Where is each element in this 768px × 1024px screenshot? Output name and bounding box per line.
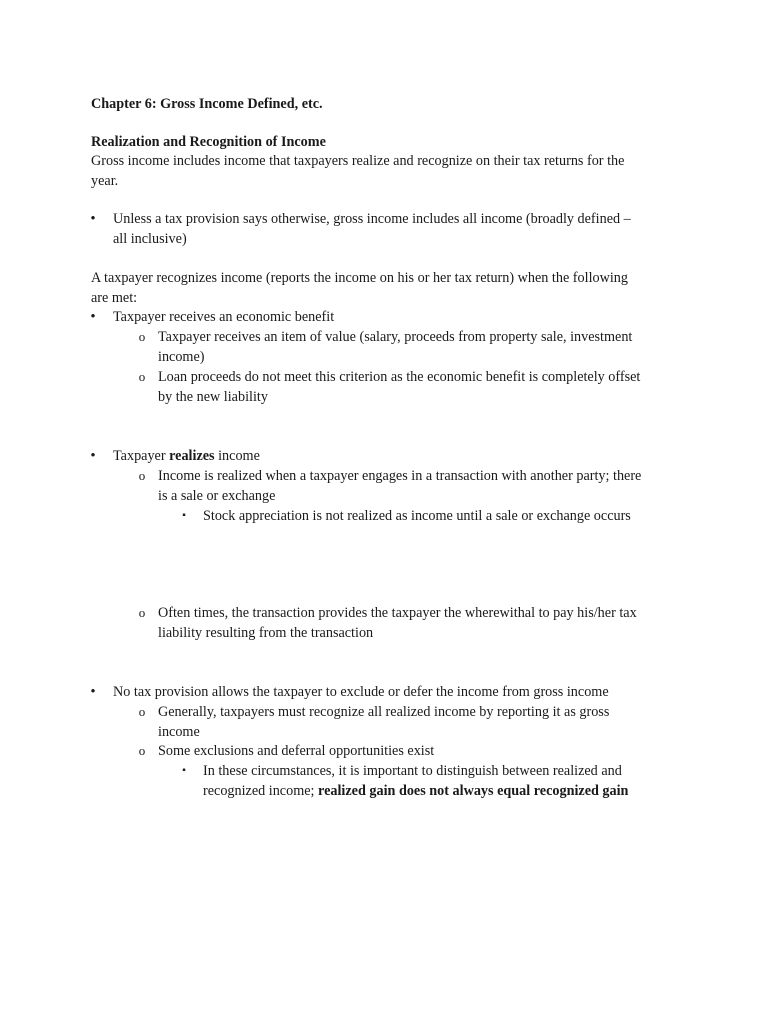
realizes-bold: realizes xyxy=(169,448,215,464)
sub-bullet-marker: o xyxy=(138,468,146,483)
section-heading: Realization and Recognition of Income xyxy=(91,134,326,150)
no-provision-sub2-sub-line-1: In these circumstances, it is important to distinguish between realized and xyxy=(203,763,622,779)
realizes-suffix: income xyxy=(214,448,260,464)
realizes-text xyxy=(113,446,260,466)
realizes-sub2-line-2: liability resulting from the transaction xyxy=(158,625,374,641)
bullet-marker: • xyxy=(90,309,96,325)
sub-sub-bullet-marker: ▪ xyxy=(182,765,186,776)
para2-line-2: are met: xyxy=(91,290,138,306)
bullet1-line-1: Unless a tax provision says otherwise, gross income includes all income (broadly defined – xyxy=(113,211,631,227)
sub-bullet-marker: o xyxy=(138,605,146,620)
realizes-sub1-line-1: Income is realized when a taxpayer engages in a transaction with another party; there xyxy=(158,468,642,484)
para2-line-1: A taxpayer recognizes income (reports the income on his or her tax return) when the following xyxy=(91,270,628,286)
bullet-marker: • xyxy=(90,684,96,700)
sub-bullet-marker: o xyxy=(138,369,146,384)
realizes-sub2-line-1: Often times, the transaction provides the taxpayer the wherewithal to pay his/her tax xyxy=(158,605,637,621)
intro-line-1: Gross income includes income that taxpayers realize and recognize on their tax returns for the xyxy=(91,153,625,169)
realizes-prefix: Taxpayer xyxy=(113,448,170,464)
realized-gain-emphasis: realized gain does not always equal recognized gain xyxy=(318,783,629,799)
bullet1-line-2: all inclusive) xyxy=(113,231,187,247)
no-provision-sub2-sub-line-2 xyxy=(203,781,628,801)
sub-sub-bullet-marker: ▪ xyxy=(182,510,186,521)
sub-bullet-marker: o xyxy=(138,743,146,758)
no-provision-text: No tax provision allows the taxpayer to exclude or defer the income from gross income xyxy=(113,684,609,700)
intro-line-2: year. xyxy=(91,173,119,189)
no-provision-sub1-line-1: Generally, taxpayers must recognize all realized income by reporting it as gross xyxy=(158,704,610,720)
economic-benefit-sub2-line-1: Loan proceeds do not meet this criterion as the economic benefit is completely offset xyxy=(158,369,641,385)
bullet-marker: • xyxy=(90,448,96,464)
economic-benefit-text: Taxpayer receives an economic benefit xyxy=(113,309,335,325)
chapter-title: Chapter 6: Gross Income Defined, etc. xyxy=(91,96,323,112)
recognized-income-prefix: recognized income; xyxy=(203,783,319,799)
economic-benefit-sub2-line-2: by the new liability xyxy=(158,389,268,405)
sub-bullet-marker: o xyxy=(138,704,146,719)
economic-benefit-sub1-line-2: income) xyxy=(158,349,205,365)
realizes-sub1-sub: Stock appreciation is not realized as income until a sale or exchange occurs xyxy=(203,508,631,524)
realizes-sub1-line-2: is a sale or exchange xyxy=(158,488,276,504)
bullet-marker: • xyxy=(90,211,96,227)
no-provision-sub2: Some exclusions and deferral opportunities exist xyxy=(158,743,435,759)
sub-bullet-marker: o xyxy=(138,329,146,344)
economic-benefit-sub1-line-1: Taxpayer receives an item of value (salary, proceeds from property sale, investment xyxy=(158,329,633,345)
no-provision-sub1-line-2: income xyxy=(158,724,200,740)
